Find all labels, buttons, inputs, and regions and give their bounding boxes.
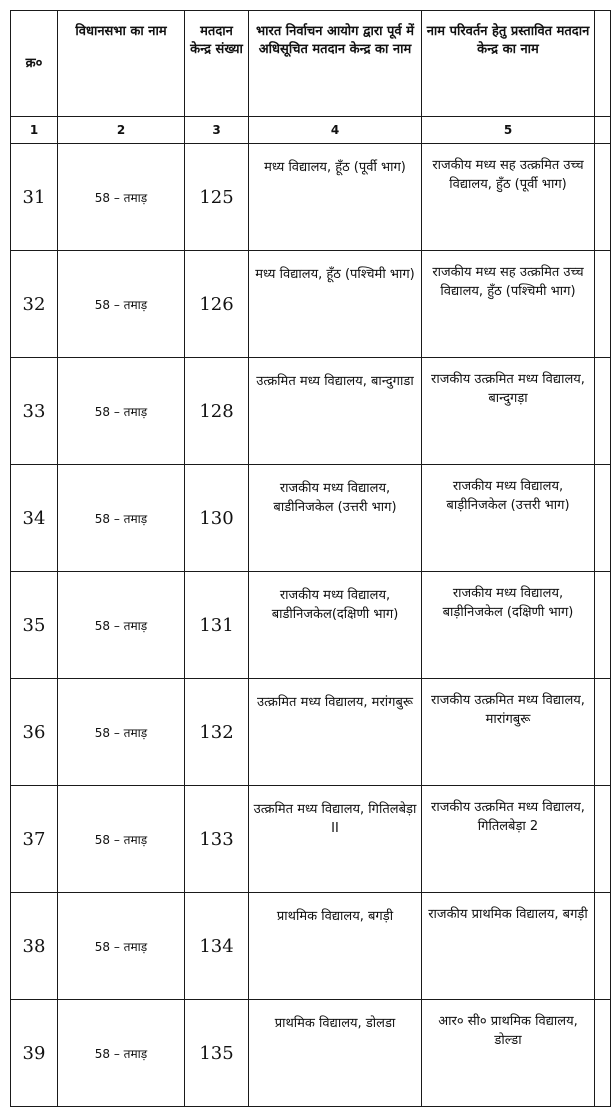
table-row (11, 251, 611, 358)
edge-cell (595, 572, 611, 679)
header-serial: क्र० (11, 11, 58, 117)
old-name-cell: उत्क्रमित मध्य विद्यालय, बान्दुगाडा (249, 358, 422, 465)
booth-number-cell: 125 (185, 144, 249, 251)
booth-number-cell: 134 (185, 893, 249, 1000)
column-number: 2 (58, 117, 185, 144)
header-constituency: विधानसभा का नाम (58, 11, 185, 117)
constituency-cell: 58 – तमाड़ (58, 251, 185, 358)
constituency-cell: 58 – तमाड़ (58, 679, 185, 786)
constituency-cell: 58 – तमाड़ (58, 572, 185, 679)
header-old-name: भारत निर्वाचन आयोग द्वारा पूर्व में अधिसूचित मतदान केन्द्र का नाम (249, 11, 422, 117)
booth-number-cell: 130 (185, 465, 249, 572)
table-row (11, 572, 611, 679)
constituency-cell: 58 – तमाड़ (58, 1000, 185, 1107)
table-row (11, 465, 611, 572)
polling-station-table (10, 10, 611, 1107)
booth-number-cell: 133 (185, 786, 249, 893)
old-name-cell: प्राथमिक विद्यालय, डोलडा (249, 1000, 422, 1107)
table-row (11, 786, 611, 893)
serial-cell: 34 (11, 465, 58, 572)
new-name-cell: राजकीय मध्य विद्यालय, बाड़ीनिजकेल (दक्षिणी भाग) (422, 572, 595, 679)
edge-cell (595, 786, 611, 893)
constituency-cell: 58 – तमाड़ (58, 893, 185, 1000)
old-name-cell: राजकीय मध्य विद्यालय, बाडीनिजकेल(दक्षिणी भाग) (249, 572, 422, 679)
header-new-name: नाम परिवर्तन हेतु प्रस्तावित मतदान केन्द्र का नाम (422, 11, 595, 117)
column-number-row (11, 117, 611, 144)
new-name-cell: राजकीय उत्क्रमित मध्य विद्यालय, गितिलबेड़ा 2 (422, 786, 595, 893)
column-number: 1 (11, 117, 58, 144)
new-name-cell: राजकीय मध्य सह उत्क्रमित उच्च विद्यालय, हुँठ (पश्चिमी भाग) (422, 251, 595, 358)
new-name-cell: राजकीय मध्य विद्यालय, बाड़ीनिजकेल (उत्तरी भाग) (422, 465, 595, 572)
serial-cell: 32 (11, 251, 58, 358)
edge-cell (595, 679, 611, 786)
serial-cell: 35 (11, 572, 58, 679)
old-name-cell: राजकीय मध्य विद्यालय, बाडीनिजकेल (उत्तरी भाग) (249, 465, 422, 572)
old-name-cell: उत्क्रमित मध्य विद्यालय, गितिलबेड़ा II (249, 786, 422, 893)
old-name-cell: मध्य विद्यालय, हूँठ (पूर्वी भाग) (249, 144, 422, 251)
old-name-cell: उत्क्रमित मध्य विद्यालय, मरांगबुरू (249, 679, 422, 786)
column-number: 3 (185, 117, 249, 144)
edge-cell (595, 465, 611, 572)
table-row (11, 1000, 611, 1107)
edge-cell (595, 1000, 611, 1107)
column-number: 5 (422, 117, 595, 144)
new-name-cell: राजकीय उत्क्रमित मध्य विद्यालय, मारांगबुरू (422, 679, 595, 786)
document-sheet (10, 10, 590, 1064)
new-name-cell: राजकीय प्राथमिक विद्यालय, बगड़ी (422, 893, 595, 1000)
table-row (11, 679, 611, 786)
booth-number-cell: 131 (185, 572, 249, 679)
header-booth-number: मतदान केन्द्र संख्या (185, 11, 249, 117)
new-name-cell: राजकीय मध्य सह उत्क्रमित उच्च विद्यालय, हुँठ (पूर्वी भाग) (422, 144, 595, 251)
new-name-cell: आर० सी० प्राथमिक विद्यालय, डोल्डा (422, 1000, 595, 1107)
constituency-cell: 58 – तमाड़ (58, 358, 185, 465)
serial-cell: 36 (11, 679, 58, 786)
booth-number-cell: 135 (185, 1000, 249, 1107)
new-name-cell: राजकीय उत्क्रमित मध्य विद्यालय, बान्दुगड़ा (422, 358, 595, 465)
edge-cell (595, 144, 611, 251)
serial-cell: 31 (11, 144, 58, 251)
booth-number-cell: 132 (185, 679, 249, 786)
old-name-cell: मध्य विद्यालय, हूँठ (पश्चिमी भाग) (249, 251, 422, 358)
table-row (11, 358, 611, 465)
header-row (11, 11, 611, 117)
column-number: 4 (249, 117, 422, 144)
constituency-cell: 58 – तमाड़ (58, 144, 185, 251)
edge-cell (595, 893, 611, 1000)
serial-cell: 37 (11, 786, 58, 893)
serial-cell: 33 (11, 358, 58, 465)
serial-cell: 38 (11, 893, 58, 1000)
table-row (11, 144, 611, 251)
edge-cell (595, 358, 611, 465)
booth-number-cell: 128 (185, 358, 249, 465)
constituency-cell: 58 – तमाड़ (58, 786, 185, 893)
booth-number-cell: 126 (185, 251, 249, 358)
table-row (11, 893, 611, 1000)
edge-cell (595, 251, 611, 358)
constituency-cell: 58 – तमाड़ (58, 465, 185, 572)
header-edge-cell (595, 11, 611, 117)
column-number-edge-cell (595, 117, 611, 144)
serial-cell: 39 (11, 1000, 58, 1107)
old-name-cell: प्राथमिक विद्यालय, बगड़ी (249, 893, 422, 1000)
